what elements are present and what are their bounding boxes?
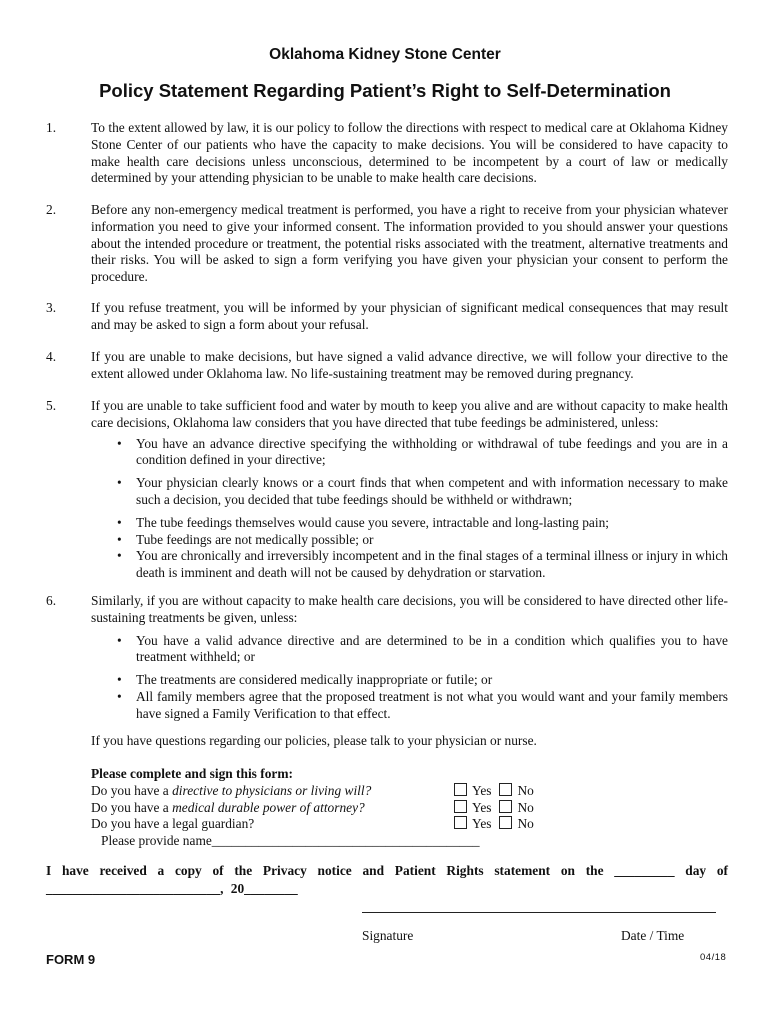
item-text: If you refuse treatment, you will be informed by your physician of significant medical consequences that may result and may be asked to sign a form about your refusal.	[91, 300, 728, 332]
form-heading: Please complete and sign this form:	[91, 766, 293, 781]
no-checkbox[interactable]	[499, 783, 512, 796]
item-number: 1.	[46, 120, 57, 135]
yes-checkbox[interactable]	[454, 800, 467, 813]
item-text: Before any non-emergency medical treatment is performed, you have a right to receive from your physician whatever information you need to give your informed consent. The information provided to you should answer your questions about the intended procedure or treatment, the potential risks associated with the treatment, alternative treatments and their risks. You will be asked to sign a form verifying you have given your physician your consent to perform the procedure.	[91, 202, 728, 285]
bullet-icon: •	[117, 435, 122, 451]
list-item: • The treatments are considered medically inappropriate or futile; or	[117, 672, 493, 688]
revision-date: 04/18	[700, 952, 727, 963]
receipt-acknowledgement[interactable]: I have received a copy of the Privacy notice and Patient Rights statement on the _________ day of __________________________, 20________	[46, 863, 728, 896]
list-item: • You have an advance directive specifying the withholding or withdrawal of tube feedings and you are in a condition defined in your directive;	[117, 435, 728, 468]
item-text: If you are unable to take sufficient food and water by mouth to keep you alive and are without capacity to make health care decisions, Oklahoma law considers that you have directed that tube feedings be administered, unless:	[91, 398, 728, 430]
yes-checkbox[interactable]	[454, 816, 467, 829]
list-item: • Tube feedings are not medically possible; or	[117, 531, 374, 547]
signature-line[interactable]	[362, 912, 716, 913]
yes-label: Yes	[472, 799, 492, 815]
condition-list	[91, 436, 728, 582]
form-identifier: FORM 9	[46, 952, 96, 967]
page-title: Policy Statement Regarding Patient’s Right to Self-Determination	[99, 80, 671, 101]
no-checkbox[interactable]	[499, 816, 512, 829]
list-item: • Your physician clearly knows or a court finds that when competent and with information necessary to make such a decision, you decided that tube feedings should be withheld or withdrawn;	[117, 475, 728, 507]
item-number: 2.	[46, 202, 57, 217]
policy-item-2	[46, 202, 728, 286]
list-item: • You are chronically and irreversibly incompetent and in the final stages of a terminal illness or injury in which death is imminent and death will not be caused by dehydration or starvation.	[117, 548, 728, 581]
list-item: • The tube feedings themselves would cause you severe, intractable and long-lasting pain;	[117, 514, 609, 530]
questionnaire	[91, 766, 731, 850]
bullet-icon: •	[117, 548, 122, 564]
question-living-will	[91, 783, 731, 800]
policy-item-3	[46, 300, 728, 334]
yes-checkbox[interactable]	[454, 783, 467, 796]
list-item: • All family members agree that the proposed treatment is not what you would want and your family members have signed a Family Verification to that effect.	[117, 688, 728, 721]
yes-label: Yes	[472, 782, 492, 798]
bullet-icon: •	[117, 688, 122, 704]
item-text: If you are unable to make decisions, but have signed a valid advance directive, we will follow your directive to the extent allowed under Oklahoma law. No life-sustaining treatment may be removed during pregnancy.	[91, 349, 728, 381]
date-time-label: Date / Time	[621, 928, 685, 943]
bullet-icon: •	[117, 514, 122, 530]
no-label: No	[517, 782, 534, 798]
condition-list	[91, 633, 728, 723]
bullet-icon: •	[117, 632, 122, 648]
bullet-icon: •	[117, 672, 122, 688]
item-number: 5.	[46, 398, 57, 413]
bullet-icon: •	[117, 475, 122, 491]
no-checkbox[interactable]	[499, 800, 512, 813]
question-text: Do you have a directive to physicians or living will?	[91, 782, 372, 798]
question-legal-guardian	[91, 816, 731, 833]
policy-item-4	[46, 349, 728, 383]
no-label: No	[517, 816, 534, 832]
policy-item-6	[46, 593, 728, 723]
question-text: Do you have a medical durable power of attorney?	[91, 799, 365, 815]
item-text: Similarly, if you are without capacity to make health care decisions, you will be considered to have directed other life-sustaining treatments be given, unless:	[91, 593, 728, 625]
bullet-icon: •	[117, 531, 122, 547]
policy-item-1	[46, 120, 728, 187]
policy-item-5	[46, 398, 728, 582]
item-text: To the extent allowed by law, it is our policy to follow the directions with respect to medical care at Oklahoma Kidney Stone Center of our patients who have the capacity to make decisions. You will be considered to have capacity to make health care decisions unless unconscious, determined to be incompetent by a court of law or medically determined by your attending physician to be unable to make health care decisions.	[91, 120, 728, 186]
item-number: 3.	[46, 300, 57, 315]
item-number: 4.	[46, 349, 57, 364]
guardian-name-field[interactable]: Please provide name________________________________________	[101, 833, 480, 849]
signature-label: Signature	[362, 928, 414, 943]
question-power-of-attorney	[91, 800, 731, 817]
yes-label: Yes	[472, 816, 492, 832]
closing-note: If you have questions regarding our policies, please talk to your physician or nurse.	[91, 733, 537, 748]
item-number: 6.	[46, 593, 57, 608]
list-item: • You have a valid advance directive and are determined to be in a condition which qualifies you to have treatment withheld; or	[117, 632, 728, 665]
no-label: No	[517, 799, 534, 815]
organization-name: Oklahoma Kidney Stone Center	[269, 46, 501, 63]
question-text: Do you have a legal guardian?	[91, 816, 255, 832]
